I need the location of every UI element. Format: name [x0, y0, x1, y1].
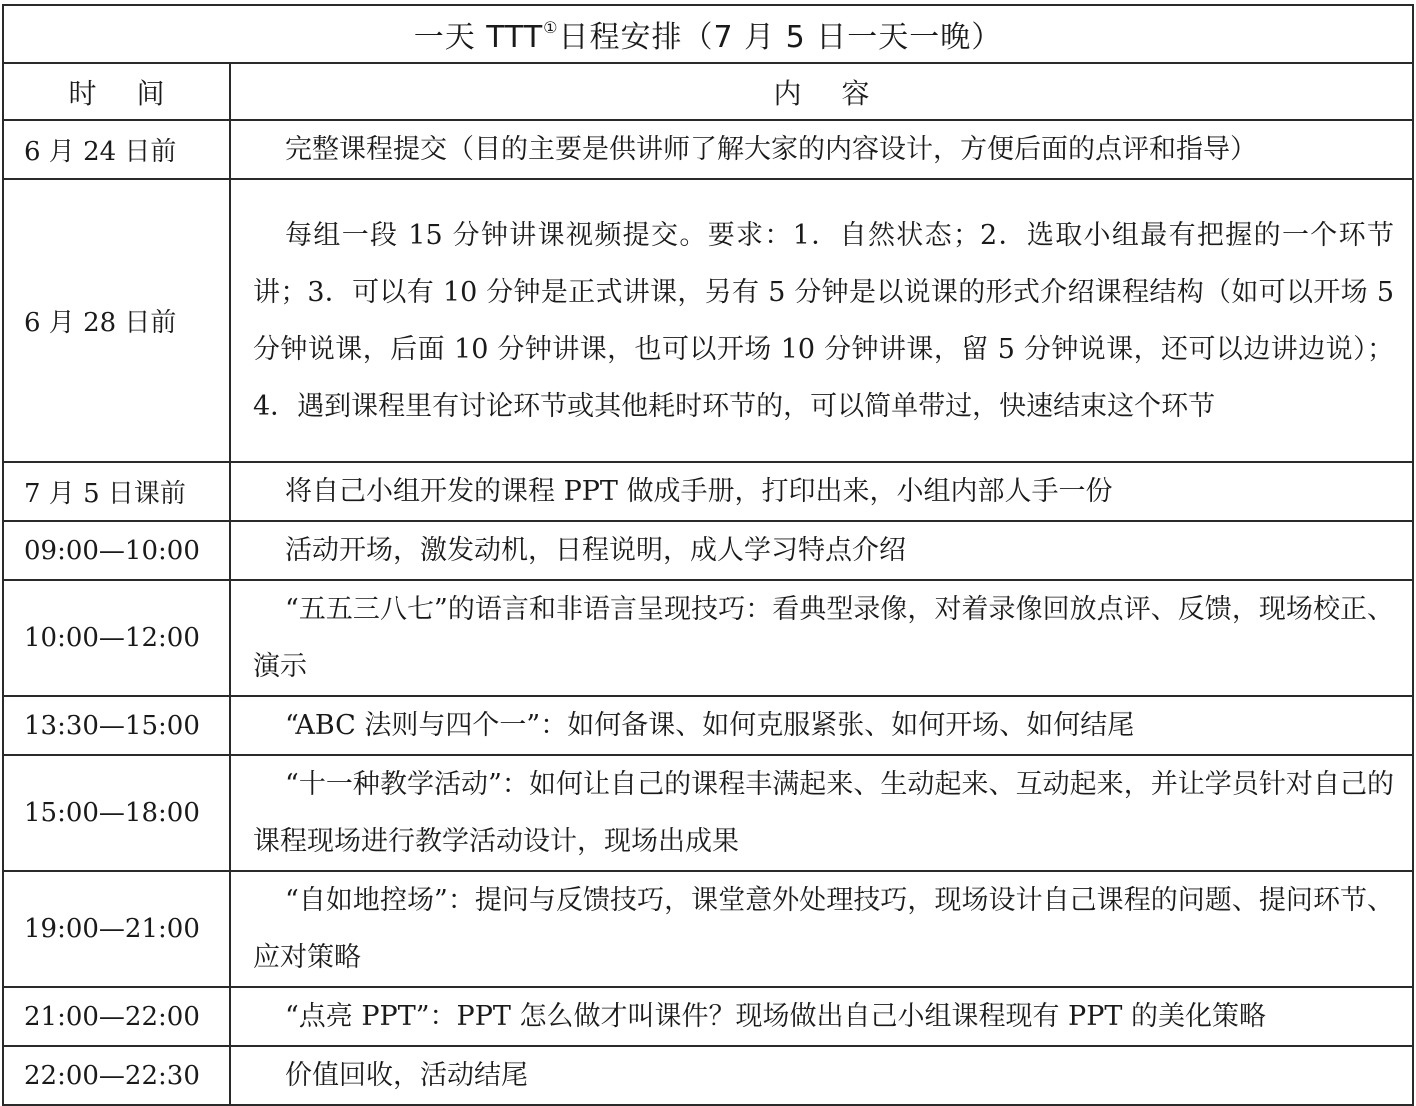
row-time: 6 月 28 日前 [3, 179, 230, 462]
row-content: 活动开场，激发动机，日程说明，成人学习特点介绍 [230, 521, 1413, 580]
row-time: 22:00—22:30 [3, 1046, 230, 1105]
table-title [3, 5, 1413, 63]
table-row [3, 120, 1413, 179]
row-content: 价值回收，活动结尾 [230, 1046, 1413, 1105]
table-row [3, 179, 1413, 462]
row-time: 7 月 5 日课前 [3, 462, 230, 521]
row-time: 15:00—18:00 [3, 755, 230, 871]
row-content: “十一种教学活动”：如何让自己的课程丰满起来、生动起来、互动起来，并让学员针对自己的课程现场进行教学活动设计，现场出成果 [230, 755, 1413, 871]
header-time [3, 63, 230, 120]
title-main: 一天 TTT [413, 20, 544, 55]
row-content: “自如地控场”：提问与反馈技巧，课堂意外处理技巧，现场设计自己课程的问题、提问环节、应对策略 [230, 871, 1413, 987]
row-time: 10:00—12:00 [3, 580, 230, 696]
schedule-table [2, 4, 1414, 1106]
table-row [3, 462, 1413, 521]
row-time: 09:00—10:00 [3, 521, 230, 580]
row-content: 将自己小组开发的课程 PPT 做成手册，打印出来，小组内部人手一份 [230, 462, 1413, 521]
row-content: 每组一段 15 分钟讲课视频提交。要求：1．自然状态；2．选取小组最有把握的一个环节讲；3．可以有 10 分钟是正式讲课，另有 5 分钟是以说课的形式介绍课程结构（如可以开场 5 分钟说课，后面 10 分钟讲课，也可以开场 10 分钟讲课，留 5 分钟说课，还可以边讲边说）；4．遇到课程里有讨论环节或其他耗时环节的，可以简单带过，快速结束这个环节 [230, 179, 1413, 462]
row-time: 13:30—15:00 [3, 696, 230, 755]
table-row [3, 871, 1413, 987]
header-row [3, 63, 1413, 120]
table-row [3, 987, 1413, 1046]
row-content: 完整课程提交（目的主要是供讲师了解大家的内容设计，方便后面的点评和指导） [230, 120, 1413, 179]
header-time-label: 时间 [68, 76, 205, 110]
header-content [230, 63, 1413, 120]
header-content-label: 内容 [773, 76, 910, 110]
table-row [3, 696, 1413, 755]
row-time: 19:00—21:00 [3, 871, 230, 987]
row-content: “ABC 法则与四个一”：如何备课、如何克服紧张、如何开场、如何结尾 [230, 696, 1413, 755]
table-row [3, 1046, 1413, 1105]
row-content: “点亮 PPT”：PPT 怎么做才叫课件？现场做出自己小组课程现有 PPT 的美化策略 [230, 987, 1413, 1046]
row-time: 21:00—22:00 [3, 987, 230, 1046]
title-rest: 日程安排（7 月 5 日一天一晚） [558, 20, 1003, 55]
table-row [3, 521, 1413, 580]
row-time: 6 月 24 日前 [3, 120, 230, 179]
footnote-mark: ① [543, 18, 559, 37]
table-row [3, 755, 1413, 871]
table-row [3, 580, 1413, 696]
title-row [3, 5, 1413, 63]
row-content: “五五三八七”的语言和非语言呈现技巧：看典型录像，对着录像回放点评、反馈，现场校正、演示 [230, 580, 1413, 696]
